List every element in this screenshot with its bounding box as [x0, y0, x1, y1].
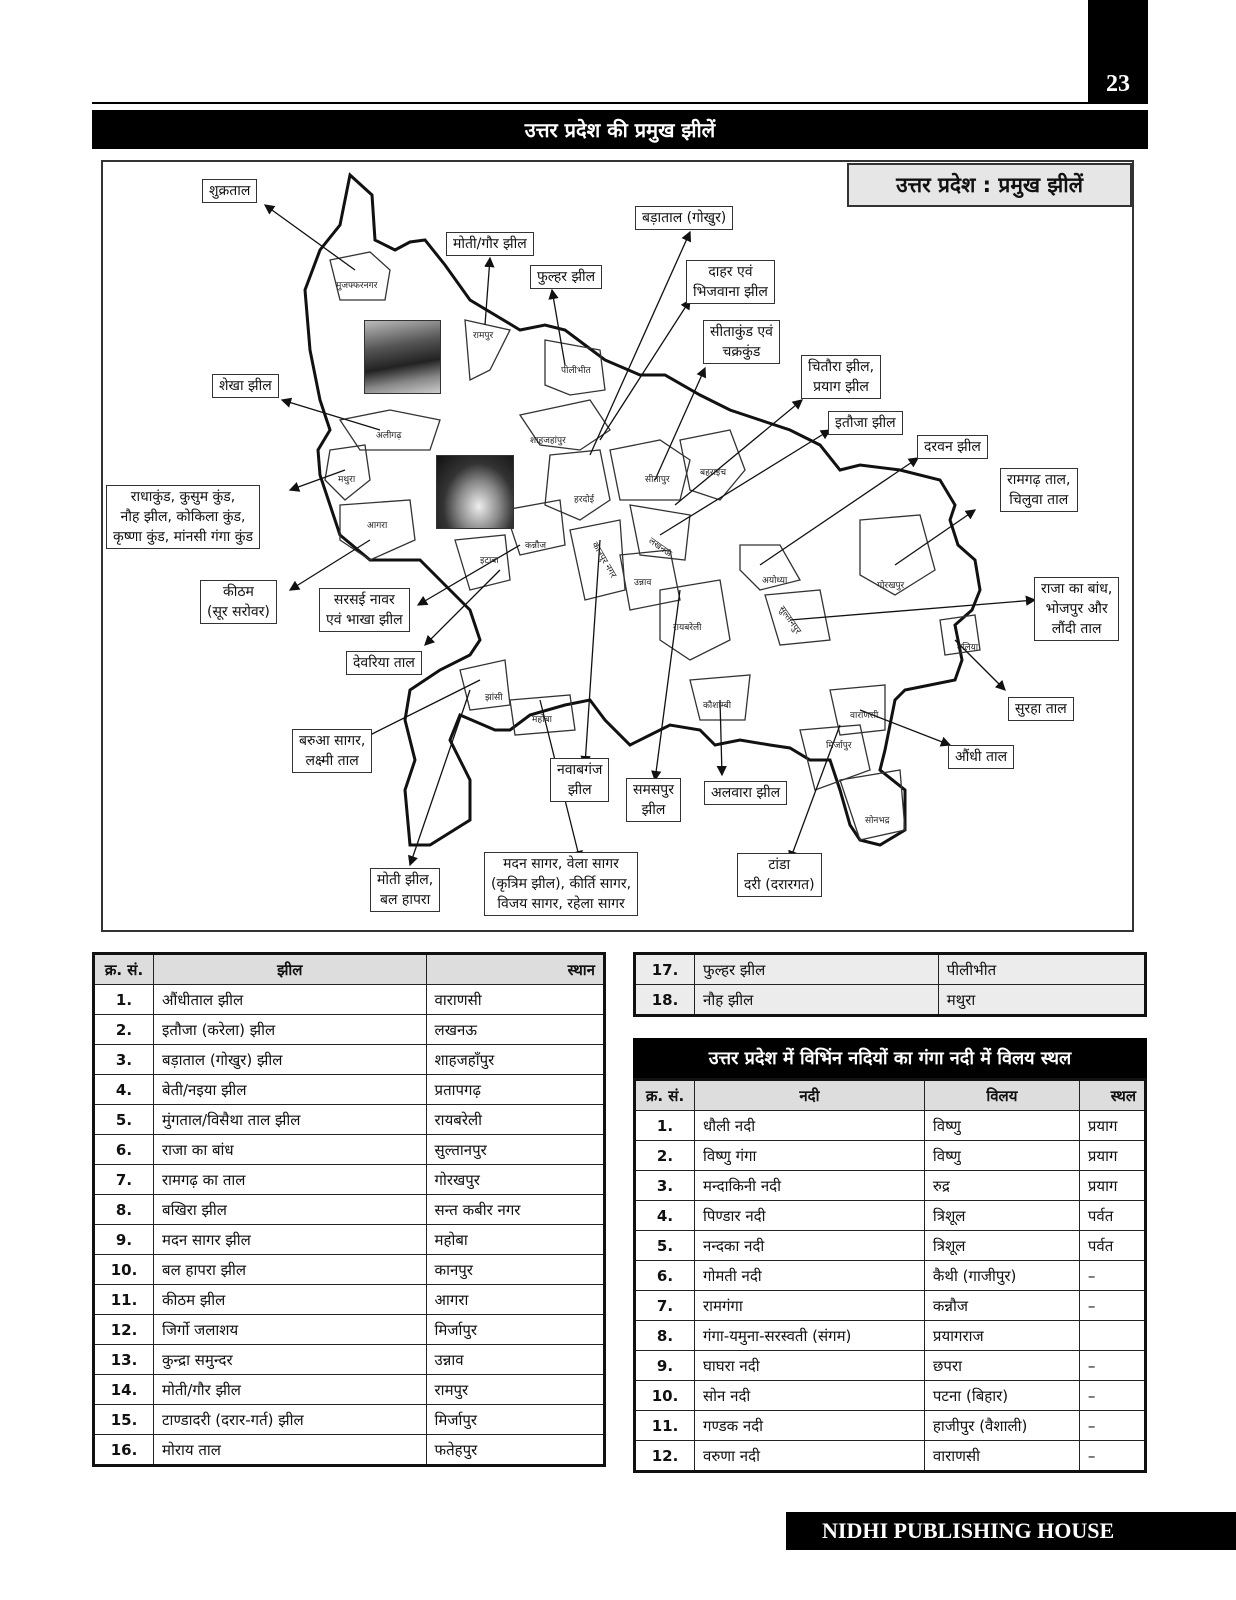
table-row: [94, 1105, 605, 1135]
table-cell: प्रतापगढ़: [426, 1075, 604, 1105]
callout-label: फुल्हर झील: [530, 265, 602, 289]
table-cell: बल हापरा झील: [154, 1255, 427, 1285]
table-cell: नन्दका नदी: [695, 1231, 925, 1261]
table-cell: पिण्डार नदी: [695, 1201, 925, 1231]
callout-label: देवरिया ताल: [346, 651, 422, 675]
table-cell: बड़ाताल (गोखुर) झील: [154, 1045, 427, 1075]
table-cell: विष्णु गंगा: [695, 1141, 925, 1171]
table-row: [635, 1201, 1146, 1231]
table-cell: रामपुर: [426, 1375, 604, 1405]
callout-label: इतौजा झील: [828, 411, 903, 435]
col-header: स्थान: [426, 954, 604, 985]
district-label: झांसी: [485, 693, 503, 703]
district-label: पीलीभीत: [561, 366, 591, 376]
table-cell: –: [1079, 1291, 1145, 1321]
callout-label: मोती/गौर झील: [446, 232, 534, 256]
table-cell: प्रयागराज: [924, 1321, 1079, 1351]
table-cell: 17.: [635, 954, 695, 985]
col-header: नदी: [695, 1080, 925, 1111]
table-row: [94, 1045, 605, 1075]
table-row: [94, 1345, 605, 1375]
table-cell: जिर्गो जलाशय: [154, 1315, 427, 1345]
table-cell: कैथी (गाजीपुर): [924, 1261, 1079, 1291]
table-row: [635, 1111, 1146, 1141]
callout-label: सीताकुंड एवं चक्रकुंड: [703, 320, 780, 364]
district-label: उन्नाव: [634, 578, 652, 588]
table-cell: रामगंगा: [695, 1291, 925, 1321]
table-row: [94, 1015, 605, 1045]
col-header: क्र. सं.: [94, 954, 154, 985]
district-label: सुल्तानपुर: [776, 604, 803, 637]
table-row: [94, 1375, 605, 1405]
callout-label: मोती झील, बल हापरा: [370, 868, 440, 912]
table-cell: 3.: [635, 1171, 695, 1201]
table-row: [635, 1261, 1146, 1291]
district-label: अलीगढ़: [376, 431, 402, 441]
col-header: झील: [154, 954, 427, 985]
table-cell: 10.: [94, 1255, 154, 1285]
table-cell: उन्नाव: [426, 1345, 604, 1375]
table-row: [94, 1405, 605, 1435]
table-cell: 12.: [94, 1315, 154, 1345]
table-cell: गोमती नदी: [695, 1261, 925, 1291]
lake-photo-1: [364, 320, 441, 394]
table-row: [94, 1435, 605, 1466]
table-cell: फतेहपुर: [426, 1435, 604, 1466]
table-cell: मदन सागर झील: [154, 1225, 427, 1255]
callout-label: बड़ाताल (गोखुर): [635, 206, 733, 230]
table-cell: कुन्द्रा समुन्दर: [154, 1345, 427, 1375]
table-cell: –: [1079, 1351, 1145, 1381]
table-cell: वरुणा नदी: [695, 1441, 925, 1472]
callout-label: समसपुर झील: [626, 778, 681, 822]
table-cell: 11.: [635, 1411, 695, 1441]
table-cell: 2.: [94, 1015, 154, 1045]
table-cell: प्रयाग: [1079, 1171, 1145, 1201]
district-label: कौशाम्बी: [703, 701, 732, 711]
table-cell: मिर्जापुर: [426, 1315, 604, 1345]
table-cell: [1079, 1321, 1145, 1351]
table-cell: 9.: [635, 1351, 695, 1381]
table-row: [94, 1315, 605, 1345]
table-cell: 14.: [94, 1375, 154, 1405]
callout-label: अलवारा झील: [704, 781, 787, 805]
table-row: [635, 1291, 1146, 1321]
table-cell: नौह झील: [695, 985, 939, 1016]
district-label: कानपुर नगर: [589, 540, 618, 580]
district-label: सोनभद्र: [865, 816, 890, 826]
table-cell: 9.: [94, 1225, 154, 1255]
table-cell: 5.: [635, 1231, 695, 1261]
page-number: 23: [1088, 0, 1148, 102]
table-cell: 18.: [635, 985, 695, 1016]
table-cell: रायबरेली: [426, 1105, 604, 1135]
table-cell: मुंगताल/विसैथा ताल झील: [154, 1105, 427, 1135]
table-cell: गंगा-यमुना-सरस्वती (संगम): [695, 1321, 925, 1351]
rivers-section-title: उत्तर प्रदेश में विभिंन नदियों का गंगा नदी में विलय स्थल: [633, 1038, 1147, 1078]
district-label: गोरखपुर: [877, 581, 905, 591]
table-cell: सोन नदी: [695, 1381, 925, 1411]
callout-label: दाहर एवं भिजवाना झील: [686, 260, 775, 304]
table-cell: रामगढ़ का ताल: [154, 1165, 427, 1195]
table-cell: कानपुर: [426, 1255, 604, 1285]
table-cell: घाघरा नदी: [695, 1351, 925, 1381]
table-row: [635, 1351, 1146, 1381]
table-cell: पर्वत: [1079, 1231, 1145, 1261]
table-cell: 3.: [94, 1045, 154, 1075]
table-cell: टाण्डादरी (दरार-गर्त) झील: [154, 1405, 427, 1435]
district-label: मिर्जापुर: [826, 741, 852, 751]
col-header: विलय: [924, 1080, 1079, 1111]
callout-label: राजा का बांध, भोजपुर और लौंदी ताल: [1034, 577, 1119, 641]
district-label: वाराणसी: [850, 711, 879, 721]
table-cell: –: [1079, 1261, 1145, 1291]
table-cell: 7.: [635, 1291, 695, 1321]
table-row: [94, 1225, 605, 1255]
table-row: [94, 1135, 605, 1165]
table-row: [94, 1285, 605, 1315]
district-label: लखनऊ: [646, 536, 674, 560]
table-cell: मथुरा: [938, 985, 1145, 1016]
table-cell: –: [1079, 1411, 1145, 1441]
district-label: आगरा: [367, 521, 388, 531]
table-cell: लखनऊ: [426, 1015, 604, 1045]
callout-label: शुक्रताल: [202, 179, 257, 203]
table-cell: प्रयाग: [1079, 1141, 1145, 1171]
table-row: [94, 1075, 605, 1105]
table-cell: 11.: [94, 1285, 154, 1315]
table-cell: हाजीपुर (वैशाली): [924, 1411, 1079, 1441]
table-cell: 1.: [94, 985, 154, 1015]
table-cell: 15.: [94, 1405, 154, 1435]
district-label: मथुरा: [338, 475, 356, 485]
table-cell: 4.: [94, 1075, 154, 1105]
table-cell: पर्वत: [1079, 1201, 1145, 1231]
district-label: मुजफ्फरनगर: [336, 281, 378, 291]
callout-label: राधाकुंड, कुसुम कुंड, नौह झील, कोकिला कुंड, कृष्णा कुंड, मांनसी गंगा कुंड: [106, 485, 260, 549]
table-cell: मोती/गौर झील: [154, 1375, 427, 1405]
callout-label: औंधी ताल: [948, 745, 1014, 769]
rivers-table: [633, 1078, 1147, 1473]
table-cell: महोबा: [426, 1225, 604, 1255]
table-row: [94, 985, 605, 1015]
lake-photo-2: [436, 455, 514, 529]
lakes-table-continued: [633, 952, 1147, 1017]
table-cell: सुल्तानपुर: [426, 1135, 604, 1165]
table-row: [94, 1195, 605, 1225]
table-cell: सन्त कबीर नगर: [426, 1195, 604, 1225]
table-cell: गण्डक नदी: [695, 1411, 925, 1441]
table-row: [635, 1411, 1146, 1441]
callout-label: कीठम (सूर सरोवर): [200, 580, 277, 624]
callout-label: रामगढ़ ताल, चिलुवा ताल: [1000, 468, 1078, 512]
table-cell: मोराय ताल: [154, 1435, 427, 1466]
table-row: [635, 1381, 1146, 1411]
district-label: रामपुर: [473, 331, 494, 341]
district-label: रायबरेली: [673, 623, 702, 633]
table-cell: इतौजा (करेला) झील: [154, 1015, 427, 1045]
table-row: [635, 1231, 1146, 1261]
publisher-footer: NIDHI PUBLISHING HOUSE: [786, 1512, 1236, 1550]
table-cell: त्रिशूल: [924, 1201, 1079, 1231]
callout-label: नवाबगंज झील: [550, 758, 609, 802]
table-cell: मिर्जापुर: [426, 1405, 604, 1435]
table-cell: 1.: [635, 1111, 695, 1141]
district-label: कन्नौज: [525, 541, 547, 551]
table-row: [635, 1321, 1146, 1351]
table-cell: बेती/नइया झील: [154, 1075, 427, 1105]
lakes-table: [92, 952, 606, 1467]
callout-label: सुरहा ताल: [1008, 697, 1074, 721]
table-cell: मन्दाकिनी नदी: [695, 1171, 925, 1201]
table-cell: 4.: [635, 1201, 695, 1231]
table-row: [635, 1141, 1146, 1171]
table-cell: –: [1079, 1441, 1145, 1472]
table-row: [635, 1171, 1146, 1201]
table-cell: –: [1079, 1381, 1145, 1411]
callout-label: बरुआ सागर, लक्ष्मी ताल: [292, 729, 372, 773]
district-label: हरदोई: [574, 495, 594, 505]
table-row: [94, 1165, 605, 1195]
table-cell: प्रयाग: [1079, 1111, 1145, 1141]
table-cell: रुद्र: [924, 1171, 1079, 1201]
table-cell: पटना (बिहार): [924, 1381, 1079, 1411]
map-title: उत्तर प्रदेश : प्रमुख झीलें: [847, 163, 1132, 207]
table-cell: राजा का बांध: [154, 1135, 427, 1165]
table-row: [635, 1441, 1146, 1472]
table-cell: पीलीभीत: [938, 954, 1145, 985]
district-label: महोबा: [532, 715, 552, 725]
district-label: सीतापुर: [645, 475, 670, 485]
state-outline: [305, 175, 980, 845]
page-title: उत्तर प्रदेश की प्रमुख झीलें: [92, 110, 1148, 149]
table-cell: कीठम झील: [154, 1285, 427, 1315]
callout-label: चितौरा झील, प्रयाग झील: [801, 355, 881, 399]
table-cell: औंधीताल झील: [154, 985, 427, 1015]
col-header: स्थल: [1079, 1080, 1145, 1111]
table-cell: शाहजहाँपुर: [426, 1045, 604, 1075]
table-cell: बखिरा झील: [154, 1195, 427, 1225]
table-cell: 13.: [94, 1345, 154, 1375]
table-cell: 8.: [635, 1321, 695, 1351]
district-label: इटावा: [480, 556, 499, 566]
district-label: शाहजहांपुर: [530, 436, 566, 446]
table-cell: 16.: [94, 1435, 154, 1466]
table-cell: वाराणसी: [426, 985, 604, 1015]
table-cell: कन्नौज: [924, 1291, 1079, 1321]
callout-label: सरसई नावर एवं भाखा झील: [319, 588, 410, 632]
callout-label: मदन सागर, वेला सागर (कृत्रिम झील), कीर्ति सागर, विजय सागर, रहेला सागर: [484, 852, 638, 916]
callout-label: शेखा झील: [212, 374, 279, 398]
district-label: अयोध्या: [762, 576, 788, 586]
table-cell: 6.: [94, 1135, 154, 1165]
table-cell: 5.: [94, 1105, 154, 1135]
table-cell: 12.: [635, 1441, 695, 1472]
table-cell: 8.: [94, 1195, 154, 1225]
table-cell: फुल्हर झील: [695, 954, 939, 985]
table-cell: विष्णु: [924, 1141, 1079, 1171]
table-cell: 6.: [635, 1261, 695, 1291]
table-cell: आगरा: [426, 1285, 604, 1315]
table-row: [635, 985, 1146, 1016]
table-row: [635, 954, 1146, 985]
table-cell: त्रिशूल: [924, 1231, 1079, 1261]
district-label: बलिया: [957, 643, 979, 653]
table-row: [94, 1255, 605, 1285]
table-cell: 2.: [635, 1141, 695, 1171]
table-cell: छपरा: [924, 1351, 1079, 1381]
col-header: क्र. सं.: [635, 1080, 695, 1111]
table-cell: वाराणसी: [924, 1441, 1079, 1472]
table-cell: 7.: [94, 1165, 154, 1195]
callout-label: टांडा दरी (दरारगत): [737, 853, 822, 897]
table-cell: 10.: [635, 1381, 695, 1411]
table-cell: गोरखपुर: [426, 1165, 604, 1195]
table-cell: विष्णु: [924, 1111, 1079, 1141]
table-cell: धौली नदी: [695, 1111, 925, 1141]
district-label: बहराइच: [700, 468, 727, 478]
callout-label: दरवन झील: [917, 435, 988, 459]
